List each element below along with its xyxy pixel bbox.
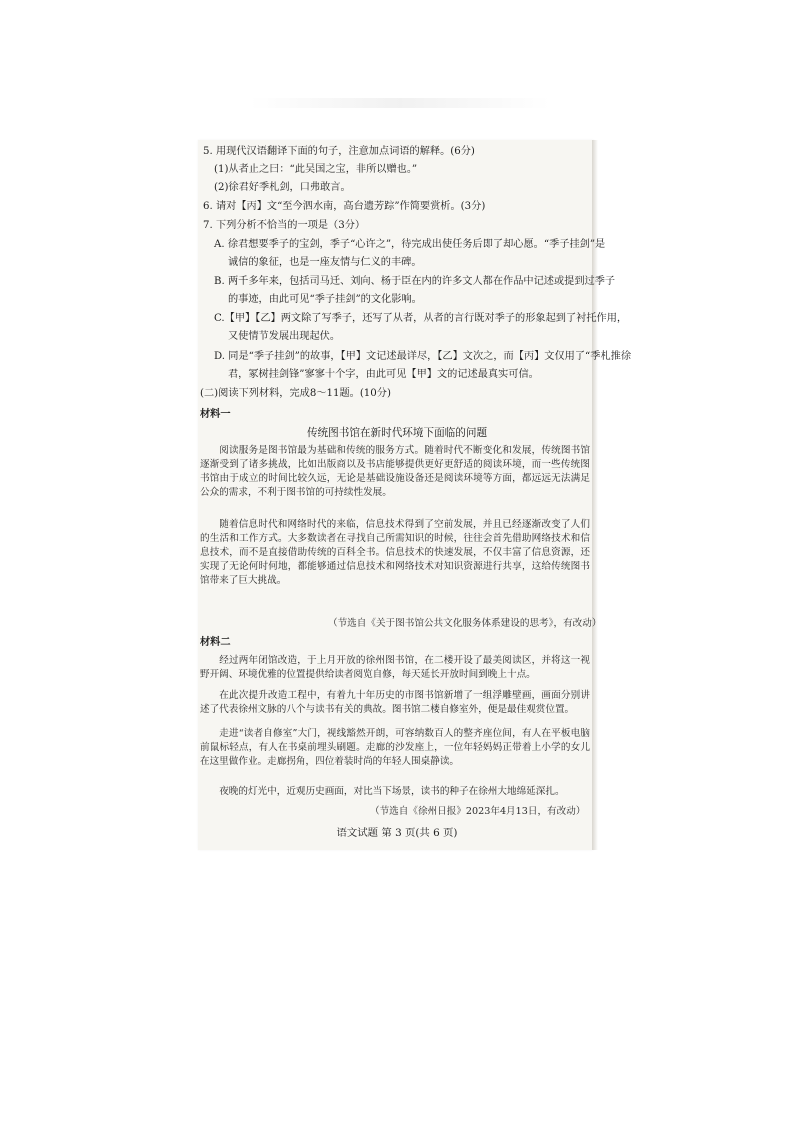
material-2-paragraph-3: 走进“读者自修室”大门，视线豁然开朗，可容纳数百人的整齐座位间，有人在平板电脑前鼠标轻点，有人在书桌前埋头刷题。走廊的沙发座上，一位年轻妈妈正带着上小学的女儿在这里做作业。走廊拐角，四位着装时尚的年轻人围桌静读。 xyxy=(200,728,590,767)
page-footer: 语文试题 第 3 页(共 6 页) xyxy=(336,827,458,839)
material-2-paragraph-1: 经过两年闭馆改造，于上月开放的徐州图书馆，在二楼开设了最美阅读区，并将这一视野开阔、环境优雅的位置提供给读者阅览自修，每天延长开放时间到晚上十点。 xyxy=(200,655,590,680)
option-a-line-1: A. 徐君想要季子的宝剑，季子“心许之”，待完成出使任务后即了却心愿。“季子挂剑”是 xyxy=(214,239,606,250)
option-d-line-1: D. 同是“季子挂剑”的故事，【甲】文记述最详尽，【乙】文次之，而【丙】文仅用了“季札推徐 xyxy=(214,351,632,362)
option-b-line-2: 的事迹，由此可见“季子挂剑”的文化影响。 xyxy=(228,294,422,305)
option-a-line-2: 诚信的象征，也是一座友情与仁义的丰碑。 xyxy=(228,257,422,268)
material-1-paragraph-1: 阅读服务是图书馆最为基础和传统的服务方式。随着时代不断变化和发展，传统图书馆逐渐受到了诸多挑战，比如出版商以及书店能够提供更好更舒适的阅读环境，而一些传统图书馆由于成立的时间比较久远，无论是基础设施设备还是阅读环境等方面，都远远无法满足公众的需求，不利于图书馆的可持续性发展。 xyxy=(200,445,590,498)
section-2-heading: (二)阅读下列材料，完成8～11题。(10分) xyxy=(200,388,391,399)
option-c-line-1: C.【甲】【乙】两文除了写季子，还写了从者，从者的言行既对季子的形象起到了衬托作用， xyxy=(214,313,628,324)
question-5: 5. 用现代汉语翻译下面的句子，注意加点词语的解释。(6分) xyxy=(203,146,475,157)
material-2-paragraph-2: 在此次提升改造工程中，有着九十年历史的市图书馆新增了一组浮雕壁画，画面分别讲述了代表徐州文脉的八个与读书有关的典故。图书馆二楼自修室外，便是最佳观赏位置。 xyxy=(200,690,590,715)
question-5-part-1: (1)从者止之曰：“此吴国之宝，非所以赠也。” xyxy=(214,164,418,175)
scan-artifact xyxy=(250,98,550,108)
option-c-line-2: 又使情节发展出现起伏。 xyxy=(228,331,341,342)
material-2-source: （节选自《徐州日报》2023年4月13日，有改动） xyxy=(370,806,586,817)
material-1-title: 传统图书馆在新时代环境下面临的问题 xyxy=(306,427,488,439)
material-2-paragraph-4: 夜晚的灯光中，近观历史画面，对比当下场景，读书的种子在徐州大地绵延深扎。 xyxy=(219,786,565,797)
question-6: 6. 请对【丙】文“至今泗水南，高台遗芳踪”作简要赏析。(3分) xyxy=(203,201,486,212)
question-5-part-2: (2)徐君好季札剑，口弗敢言。 xyxy=(214,182,351,193)
material-1-source: （节选自《关于图书馆公共文化服务体系建设的思考》，有改动） xyxy=(328,618,602,629)
material-1-label: 材料一 xyxy=(200,408,231,420)
question-7: 7. 下列分析不恰当的一项是（3分） xyxy=(203,220,366,231)
option-d-line-2: 君，冢树挂剑锋”寥寥十个字，由此可见【甲】文的记述最真实可信。 xyxy=(228,369,539,380)
material-1-paragraph-2: 随着信息时代和网络时代的来临，信息技术得到了空前发展，并且已经逐渐改变了人们的生活和工作方式。大多数读者在寻找自己所需知识的时候，往往会首先借助网络技术和信息技术，而不是直接借助传统的百科全书。信息技术的快速发展，不仅丰富了信息资源，还实现了无论何时何地，都能够通过信息技术和网络技术对知识资源进行共享，这给传统图书馆带来了巨大挑战。 xyxy=(200,519,590,586)
option-b-line-1: B. 两千多年来，包括司马迁、刘向、杨于臣在内的许多文人都在作品中记述或提到过季子 xyxy=(214,276,616,287)
material-2-label: 材料二 xyxy=(200,636,231,648)
